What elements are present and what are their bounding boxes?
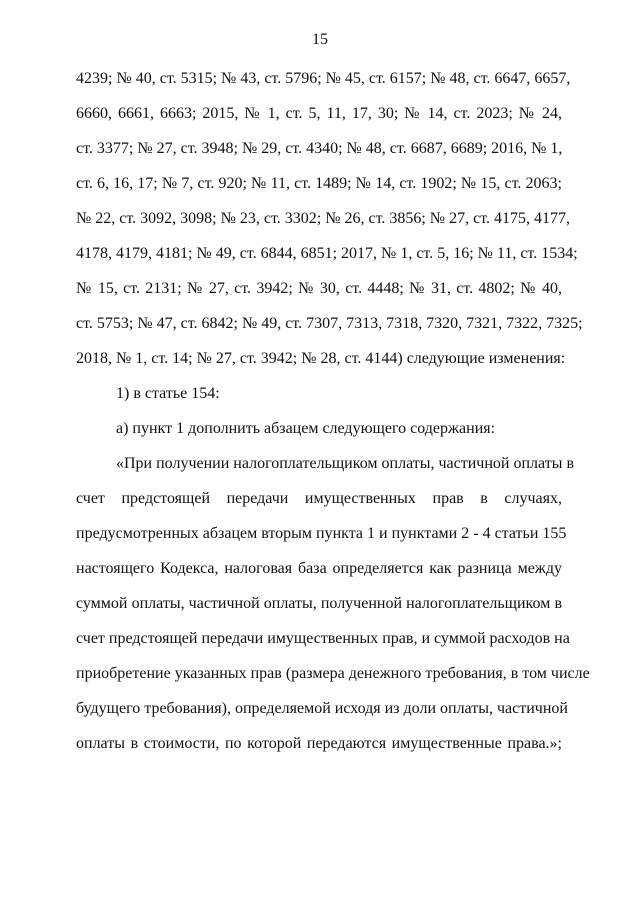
text-line-3: ст. 3377; № 27, ст. 3948; № 29, ст. 4340; № 48, ст. 6687, 6689; 2016, № 1, [76,140,563,157]
quote-line-5: суммой оплаты, частичной оплаты, полученной налогоплательщиком в [76,595,562,612]
text-line-4: ст. 6, 16, 17; № 7, ст. 920; № 11, ст. 1489; № 14, ст. 1902; № 15, ст. 2063; [76,175,562,192]
quote-line-6: счет предстоящей передачи имущественных прав, и суммой расходов на [76,630,570,647]
quote-line-7: приобретение указанных прав (размера денежного требования, в том числе [76,665,590,682]
text-line-5: № 22, ст. 3092, 3098; № 23, ст. 3302; № 26, ст. 3856; № 27, ст. 4175, 4177, [76,210,570,227]
article-item: 1) в статье 154: [116,385,220,402]
page-number: 15 [312,31,328,48]
text-line-2: 6660, 6661, 6663; 2015, № 1, ст. 5, 11, 17, 30; № 14, ст. 2023; № 24, [76,105,562,122]
text-line-6: 4178, 4179, 4181; № 49, ст. 6844, 6851; 2017, № 1, ст. 5, 16; № 11, ст. 1534; [76,245,578,262]
subitem-a: а) пункт 1 дополнить абзацем следующего содержания: [116,420,496,437]
text-line-9: 2018, № 1, ст. 14; № 27, ст. 3942; № 28, ст. 4144) следующие изменения: [76,350,566,367]
quote-line-1: «При получении налогоплательщиком оплаты, частичной оплаты в [116,455,574,472]
text-line-7: № 15, ст. 2131; № 27, ст. 3942; № 30, ст. 4448; № 31, ст. 4802; № 40, [76,280,562,297]
text-line-8: ст. 5753; № 47, ст. 6842; № 49, ст. 7307, 7313, 7318, 7320, 7321, 7322, 7325; [76,315,583,332]
quote-line-8: будущего требования), определяемой исходя из доли оплаты, частичной [76,700,568,717]
quote-line-9: оплаты в стоимости, по которой передаются имущественные права.»; [76,735,562,752]
quote-line-3: предусмотренных абзацем вторым пункта 1 и пунктами 2 - 4 статьи 155 [76,525,567,542]
quote-line-4: настоящего Кодекса, налоговая база определяется как разница между [76,560,562,577]
quote-line-2: счет предстоящей передачи имущественных прав в случаях, [76,490,562,507]
text-line-1: 4239; № 40, ст. 5315; № 43, ст. 5796; № 45, ст. 6157; № 48, ст. 6647, 6657, [76,70,571,87]
